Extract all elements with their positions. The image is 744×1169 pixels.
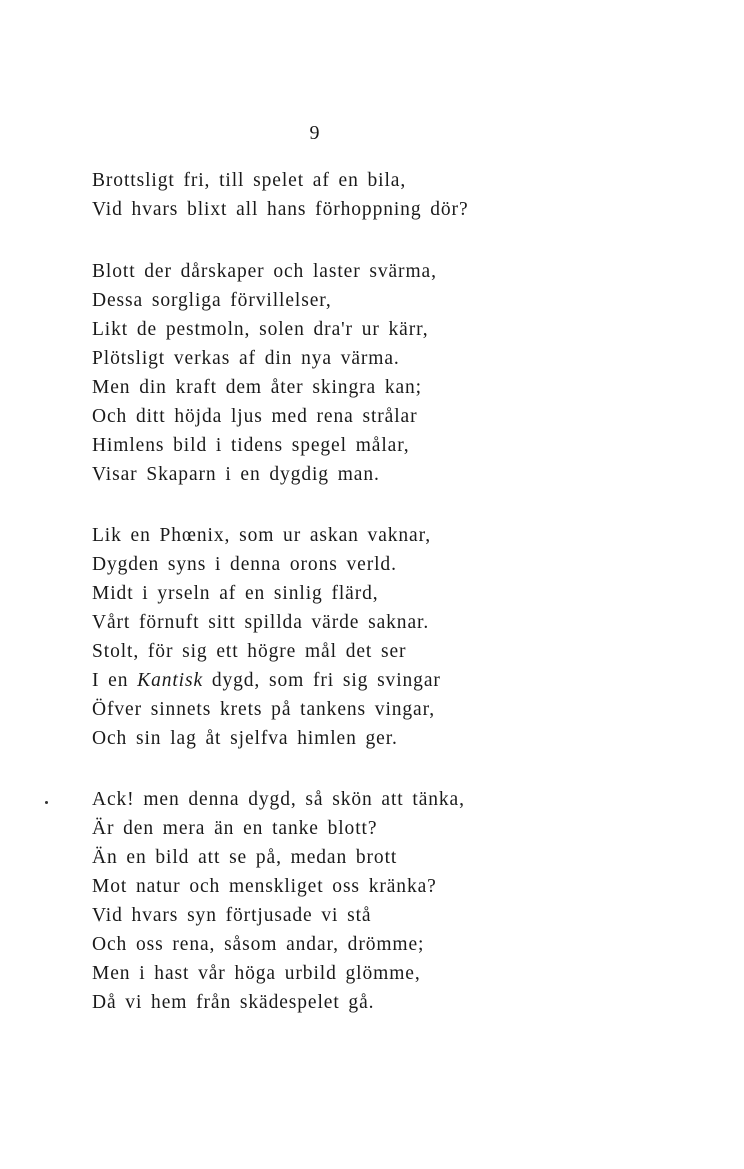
verse-line: Är den mera än en tanke blott? xyxy=(92,818,378,839)
verse-text: dygd, som fri sig svingar xyxy=(203,670,441,691)
verse-line: Öfver sinnets krets på tankens vingar, xyxy=(92,699,436,720)
verse-line: Då vi hem från skädespelet gå. xyxy=(92,992,375,1013)
verse-line: Lik en Phœnix, som ur askan vaknar, xyxy=(92,525,432,546)
stanza-1 xyxy=(92,166,712,224)
poem xyxy=(92,166,712,1017)
ink-speck xyxy=(45,801,48,804)
verse-line: Vid hvars syn förtjusade vi stå xyxy=(92,905,372,926)
verse-line: Midt i yrseln af en sinlig flärd, xyxy=(92,583,379,604)
verse-line: Blott der dårskaper och laster svärma, xyxy=(92,261,437,282)
verse-line: Men din kraft dem åter skingra kan; xyxy=(92,377,422,398)
verse-line: Dessa sorgliga förvillelser, xyxy=(92,290,332,311)
verse-text: I en xyxy=(92,670,138,691)
verse-line: Himlens bild i tidens spegel målar, xyxy=(92,435,410,456)
italic-word: Kantisk xyxy=(137,670,204,691)
verse-line: Och sin lag åt sjelfva himlen ger. xyxy=(92,728,398,749)
stanza-2 xyxy=(92,257,712,489)
verse-line: Brottsligt fri, till spelet af en bila, xyxy=(92,170,407,191)
verse-line: Och oss rena, såsom andar, drömme; xyxy=(92,934,425,955)
verse-line: Och ditt höjda ljus med rena strålar xyxy=(92,406,418,427)
verse-line: Stolt, för sig ett högre mål det ser xyxy=(92,641,407,662)
page-number: 9 xyxy=(309,122,321,144)
verse-line: Ack! men denna dygd, så skön att tänka, xyxy=(92,789,465,810)
verse-line: Vårt förnuft sitt spillda värde saknar. xyxy=(92,612,430,633)
stanza-3 xyxy=(92,521,712,753)
verse-line: Vid hvars blixt all hans förhoppning dör? xyxy=(92,199,469,220)
verse-line: Visar Skaparn i en dygdig man. xyxy=(92,464,380,485)
verse-line: Mot natur och menskliget oss kränka? xyxy=(92,876,437,897)
stanza-4 xyxy=(92,785,712,1017)
verse-line: Likt de pestmoln, solen dra'r ur kärr, xyxy=(92,319,429,340)
verse-line-with-italic xyxy=(92,666,712,695)
verse-line: Dygden syns i denna orons verld. xyxy=(92,554,397,575)
verse-line: Men i hast vår höga urbild glömme, xyxy=(92,963,421,984)
verse-line: Plötsligt verkas af din nya värma. xyxy=(92,348,400,369)
verse-line: Än en bild att se på, medan brott xyxy=(92,847,398,868)
